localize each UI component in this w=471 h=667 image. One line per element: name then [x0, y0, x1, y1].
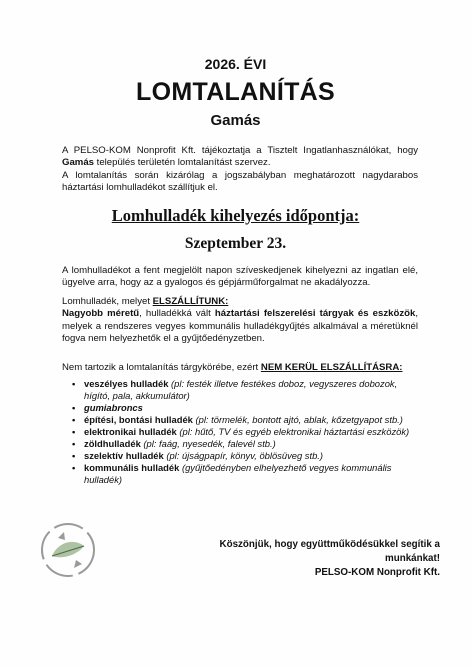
- collected-bold-2: háztartási felszerelési tárgyak és eszközök: [214, 308, 416, 320]
- list-item: • kommunális hulladék (gyűjtőedényben elhelyezhető vegyes kommunális hulladék): [72, 462, 418, 486]
- thanks-text: Köszönjük, hogy együttműködésükkel segítik a munkánkat!: [219, 539, 440, 564]
- excluded-items-list: [72, 378, 418, 486]
- collection-subheading: Lomhulladék kihelyezés időpontja:: [111, 206, 360, 225]
- collected-bold-1: Nagyobb méretű: [62, 308, 140, 320]
- intro-text-2: település területén lomtalanítást szervez.: [94, 157, 271, 169]
- collected-lead: Lomhulladék, melyet: [62, 296, 153, 307]
- year-heading: 2026. ÉVI: [204, 56, 267, 72]
- list-item: • veszélyes hulladék (pl: festék illetve festékes doboz, vegyszeres dobozok, hígító, pala, akkumulátor): [72, 378, 418, 402]
- collected-text-2: , melyek a rendszeres vegyes kommunális hulladékgyűjtés alkalmával a méretüknél fogva nem helyezhetők el a gyűjtőedényzetben.: [62, 308, 418, 345]
- not-collected-text: Nem tartozik a lomtalanítás tárgykörébe, ezért: [62, 362, 261, 373]
- signature-text: PELSO-KOM Nonprofit Kft.: [314, 567, 440, 578]
- intro-town: Gamás: [62, 157, 94, 169]
- collected-text-1: , hulladékká vált: [139, 308, 215, 320]
- collected-lead-underlined: ELSZÁLLÍTUNK:: [152, 296, 229, 307]
- closing-block: [200, 538, 440, 580]
- list-item: • zöldhulladék (pl: faág, nyesedék, falevél stb.): [72, 438, 418, 450]
- list-item: • gumiabroncs: [72, 402, 418, 414]
- collection-date: Szeptember 23.: [184, 235, 287, 252]
- list-item: • építési, bontási hulladék (pl: törmelék, bontott ajtó, ablak, kőzetgyapot stb.): [72, 414, 418, 426]
- town-name: Gamás: [210, 112, 261, 129]
- not-collected-underlined: NEM KERÜL ELSZÁLLÍTÁSRA:: [260, 362, 403, 373]
- instruction-paragraph: A lomhulladékot a fent megjelölt napon szíveskedjenek kihelyezni az ingatlan elé, ügyelve arra, hogy az a gyalogos és gépjárműforgalmat ne akadályozza.: [62, 265, 418, 289]
- page-title: LOMTALANÍTÁS: [136, 78, 335, 106]
- list-item: • elektronikai hulladék (pl: hűtő, TV és egyéb elektronikai háztartási eszközök): [72, 426, 418, 438]
- intro-paragraph: [62, 145, 418, 195]
- collected-paragraph: [62, 296, 418, 346]
- not-collected-lead: [62, 362, 418, 374]
- recycling-logo-icon: [38, 520, 98, 580]
- intro-text-3: A lomtalanítás során kizárólag a jogszabályban meghatározott nagydarabos háztartási lomhulladékot szállítjuk el.: [62, 169, 418, 194]
- list-item: • szelektív hulladék (pl: újságpapír, könyv, öblösüveg stb.): [72, 450, 418, 462]
- intro-text-1: A PELSO-KOM Nonprofit Kft. tájékoztatja a Tisztelt Ingatlanhasználókat, hogy: [62, 145, 418, 156]
